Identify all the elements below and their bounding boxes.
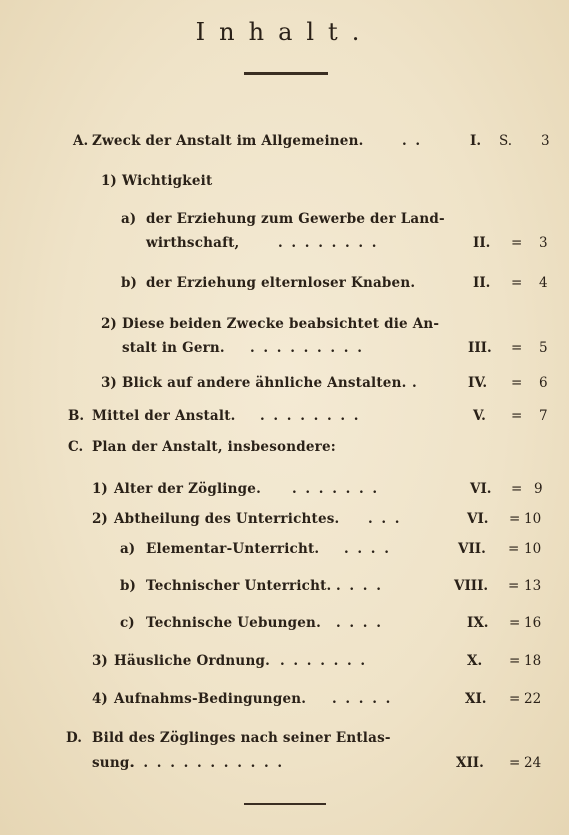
- entry-marker: D.: [66, 730, 82, 746]
- chapter-number: II.: [473, 235, 491, 251]
- page-number: 4: [539, 275, 548, 291]
- entry-text: Technische Uebungen.: [146, 615, 321, 631]
- entry-marker: c): [120, 615, 135, 631]
- entry-marker: 1): [101, 173, 117, 189]
- chapter-number: III.: [468, 340, 492, 356]
- leader-dots: . . . . . . . . .: [250, 340, 364, 356]
- page-number: 3: [541, 133, 550, 149]
- entry-text: Häusliche Ordnung.: [114, 653, 270, 669]
- page-separator: S.: [499, 133, 513, 149]
- entry-marker: C.: [68, 439, 84, 455]
- toc-entry: [0, 688, 569, 710]
- page-separator: =: [509, 755, 521, 771]
- entry-text: Abtheilung des Unterrichtes.: [114, 511, 340, 527]
- page-separator: =: [509, 691, 521, 707]
- entry-marker: a): [121, 211, 137, 227]
- chapter-number: XII.: [456, 755, 484, 771]
- leader-dots: . . .: [368, 511, 402, 527]
- entry-text: Mittel der Anstalt.: [92, 408, 236, 424]
- page-number: 5: [539, 340, 548, 356]
- chapter-number: XI.: [465, 691, 487, 707]
- entry-text: Bild des Zöglinges nach seiner Entlas-: [92, 730, 391, 746]
- page-separator: =: [508, 578, 520, 594]
- page-separator: =: [511, 235, 523, 251]
- page-separator: =: [511, 340, 523, 356]
- chapter-number: VII.: [458, 541, 486, 557]
- chapter-number: IV.: [468, 375, 488, 391]
- toc-entry: [0, 170, 569, 192]
- toc-entry: [0, 727, 569, 749]
- page-separator: =: [509, 653, 521, 669]
- entry-marker: b): [120, 578, 136, 594]
- toc-entry: [0, 372, 569, 394]
- entry-marker: b): [121, 275, 137, 291]
- entry-marker: 3): [101, 375, 117, 391]
- page-number: 9: [534, 481, 543, 497]
- entry-text: Plan der Anstalt, insbesondere:: [92, 439, 336, 455]
- toc-entry: [0, 130, 569, 152]
- entry-marker: 4): [92, 691, 108, 707]
- page-number: 24: [524, 755, 542, 771]
- chapter-number: VI.: [467, 511, 489, 527]
- leader-dots: . . . . . . .: [292, 481, 380, 497]
- toc-entry: [0, 436, 569, 458]
- chapter-number: VIII.: [454, 578, 489, 594]
- page-separator: =: [511, 375, 523, 391]
- leader-dots: . .: [402, 133, 423, 149]
- toc-entry: [0, 313, 569, 335]
- chapter-number: X.: [467, 653, 483, 669]
- entry-marker: 2): [92, 511, 108, 527]
- entry-marker: a): [120, 541, 136, 557]
- toc-entry: [0, 272, 569, 294]
- page-separator: =: [509, 615, 521, 631]
- toc-entry: [0, 208, 569, 230]
- page-separator: =: [511, 275, 523, 291]
- toc-entry: [0, 405, 569, 427]
- leader-dots: . . . .: [344, 541, 391, 557]
- page-number: 6: [539, 375, 548, 391]
- entry-text: Alter der Zöglinge.: [114, 481, 261, 497]
- title-rule: [244, 72, 328, 75]
- entry-marker: B.: [68, 408, 85, 424]
- leader-dots: . . . . .: [332, 691, 393, 707]
- leader-dots: .: [412, 375, 419, 391]
- page-number: 10: [524, 511, 542, 527]
- page-number: 3: [539, 235, 548, 251]
- leader-dots: . . . .: [336, 578, 383, 594]
- entry-marker: 3): [92, 653, 108, 669]
- toc-entry: [0, 612, 569, 634]
- entry-text: Aufnahms-Bedingungen.: [114, 691, 307, 707]
- leader-dots: . . . . . . . .: [278, 235, 379, 251]
- end-rule: [244, 803, 326, 805]
- toc-entry: [0, 508, 569, 530]
- entry-text: wirthschaft,: [146, 235, 240, 251]
- page-number: 22: [524, 691, 542, 707]
- chapter-number: II.: [473, 275, 491, 291]
- chapter-number: V.: [473, 408, 486, 424]
- toc-entry: [0, 478, 569, 500]
- toc-entry: [0, 337, 569, 359]
- entry-text: Wichtigkeit: [122, 173, 213, 189]
- page-number: 18: [524, 653, 542, 669]
- leader-dots: . . . . . . . . . . . .: [130, 755, 285, 771]
- toc-entry: [0, 575, 569, 597]
- entry-text: stalt in Gern.: [122, 340, 225, 356]
- chapter-number: VI.: [470, 481, 492, 497]
- page-number: 16: [524, 615, 542, 631]
- entry-text: Diese beiden Zwecke beabsichtet die An-: [122, 316, 440, 332]
- entry-text: Zweck der Anstalt im Allgemeinen.: [92, 133, 364, 149]
- leader-dots: . . . . . . .: [280, 653, 368, 669]
- leader-dots: . . . .: [336, 615, 383, 631]
- entry-text: der Erziehung elternloser Knaben.: [146, 275, 416, 291]
- page-separator: =: [508, 541, 520, 557]
- entry-marker: A.: [73, 133, 89, 149]
- entry-marker: 2): [101, 316, 117, 332]
- entry-text: sung.: [92, 755, 135, 771]
- page-number: 13: [524, 578, 542, 594]
- entry-text: der Erziehung zum Gewerbe der Land-: [146, 211, 445, 227]
- page-separator: =: [509, 511, 521, 527]
- toc-entry: [0, 232, 569, 254]
- toc-entry: [0, 650, 569, 672]
- entry-text: Technischer Unterricht.: [146, 578, 332, 594]
- page-number: 10: [524, 541, 542, 557]
- toc-entry: [0, 538, 569, 560]
- leader-dots: . . . . . . . .: [260, 408, 361, 424]
- page-number: 7: [539, 408, 548, 424]
- entry-text: Elementar-Unterricht.: [146, 541, 320, 557]
- chapter-number: IX.: [467, 615, 489, 631]
- page-title: Inhalt.: [195, 18, 374, 46]
- page-separator: =: [511, 481, 523, 497]
- toc-entry: [0, 752, 569, 774]
- entry-marker: 1): [92, 481, 108, 497]
- chapter-number: I.: [470, 133, 482, 149]
- entry-text: Blick auf andere ähnliche Anstalten.: [122, 375, 407, 391]
- page-separator: =: [511, 408, 523, 424]
